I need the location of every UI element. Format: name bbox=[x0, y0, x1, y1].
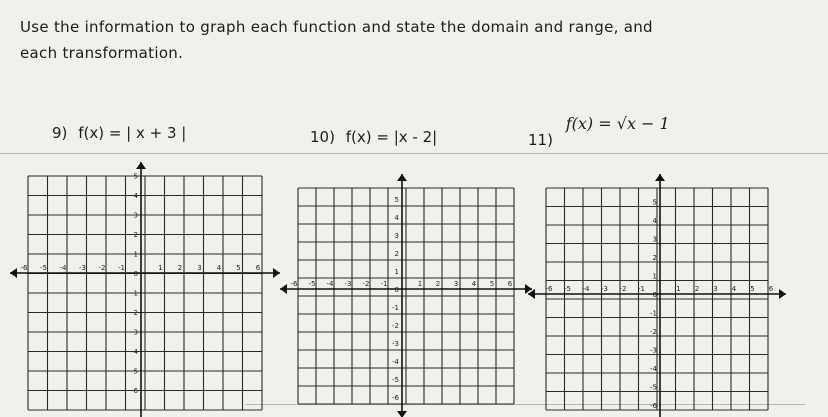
y-tick-label: -2 bbox=[650, 328, 657, 336]
y-tick-label: 4 bbox=[652, 217, 657, 225]
x-tick-label: 4 bbox=[216, 264, 222, 272]
x-tick-label: -3 bbox=[344, 280, 352, 288]
x-tick-label: -3 bbox=[79, 264, 86, 272]
y-tick-label: 3 bbox=[394, 232, 399, 240]
x-tick-label: -5 bbox=[308, 280, 316, 288]
x-tick-label: -4 bbox=[582, 285, 590, 293]
y-tick-label: -6 bbox=[131, 387, 138, 395]
y-tick-label: -4 bbox=[650, 365, 657, 373]
y-tick-label: 3 bbox=[133, 211, 138, 220]
y-tick-label: 4 bbox=[394, 214, 399, 222]
y-tick-label: -4 bbox=[392, 358, 399, 366]
y-tick-label: 1 bbox=[652, 272, 657, 281]
y-tick-label: 2 bbox=[652, 254, 657, 262]
y-tick-label: 0 bbox=[652, 291, 657, 299]
x-tick-label: 2 bbox=[177, 264, 183, 272]
y-tick-label: -3 bbox=[650, 346, 657, 355]
x-tick-label: -1 bbox=[638, 285, 645, 293]
y-tick-label: -6 bbox=[650, 402, 657, 410]
y-tick-label: 4 bbox=[133, 192, 138, 200]
x-tick-label: 6 bbox=[255, 264, 261, 272]
x-tick-label: 3 bbox=[453, 280, 459, 288]
x-tick-label: 4 bbox=[731, 285, 737, 293]
x-tick-label: -2 bbox=[619, 285, 627, 293]
problem-number: 9) bbox=[52, 124, 68, 142]
x-tick-label: -2 bbox=[362, 280, 370, 288]
x-tick-label: 4 bbox=[471, 280, 477, 288]
x-tick-label: -6 bbox=[290, 280, 298, 288]
x-tick-label: -1 bbox=[118, 264, 125, 272]
x-tick-label: 3 bbox=[197, 264, 202, 272]
x-tick-label: -1 bbox=[380, 280, 388, 288]
y-tick-label: 2 bbox=[394, 250, 399, 258]
x-tick-label: 2 bbox=[694, 285, 700, 293]
x-tick-label: -6 bbox=[20, 264, 28, 272]
y-tick-label: -3 bbox=[131, 328, 138, 337]
x-tick-label: -5 bbox=[564, 285, 571, 293]
x-axis-arrow-left bbox=[528, 289, 535, 299]
problem-number: 10) bbox=[310, 128, 335, 146]
y-tick-label: 0 bbox=[133, 270, 138, 278]
x-tick-label: 6 bbox=[507, 280, 513, 288]
x-tick-label: 5 bbox=[489, 280, 495, 288]
y-tick-label: 5 bbox=[133, 172, 138, 181]
x-tick-label: 2 bbox=[435, 280, 441, 288]
y-tick-label: 1 bbox=[394, 268, 399, 276]
instructions-line-1: Use the information to graph each function and state the domain and range, and bbox=[20, 18, 653, 36]
problem-function: f(x) = √x − 1 bbox=[565, 114, 670, 133]
x-axis-arrow-right bbox=[779, 289, 786, 299]
y-tick-label: -1 bbox=[392, 304, 399, 312]
x-tick-label: 1 bbox=[676, 285, 681, 293]
x-tick-label: -5 bbox=[40, 264, 47, 272]
y-tick-label: 5 bbox=[394, 196, 399, 204]
x-tick-label: -6 bbox=[545, 285, 553, 293]
y-tick-label: -5 bbox=[650, 383, 657, 392]
y-tick-label: 1 bbox=[133, 250, 138, 259]
y-tick-label: 5 bbox=[652, 198, 657, 207]
y-tick-label: -2 bbox=[131, 309, 138, 317]
instructions-line-2: each transformation. bbox=[20, 44, 184, 62]
y-tick-label: -1 bbox=[131, 289, 138, 298]
x-tick-label: 3 bbox=[713, 285, 718, 293]
x-tick-label: -4 bbox=[59, 264, 67, 272]
y-tick-label: -5 bbox=[392, 376, 399, 384]
y-tick-label: -3 bbox=[392, 340, 399, 348]
x-tick-label: 5 bbox=[236, 264, 241, 272]
x-tick-label: -3 bbox=[601, 285, 608, 293]
y-tick-label: -2 bbox=[392, 322, 399, 330]
y-tick-label: 3 bbox=[652, 235, 657, 244]
x-tick-label: 6 bbox=[768, 285, 774, 293]
y-tick-label: -6 bbox=[392, 394, 399, 402]
y-tick-label: 0 bbox=[394, 286, 399, 294]
x-tick-label: 1 bbox=[417, 280, 423, 288]
problem-function: f(x) = | x + 3 | bbox=[78, 124, 187, 142]
grid-lines bbox=[546, 188, 768, 410]
x-tick-label: 1 bbox=[158, 264, 163, 272]
x-tick-label: -2 bbox=[98, 264, 106, 272]
problem-function: f(x) = |x - 2| bbox=[345, 128, 438, 146]
x-tick-label: 5 bbox=[750, 285, 755, 293]
y-tick-label: 2 bbox=[133, 231, 138, 239]
x-tick-label: -4 bbox=[326, 280, 334, 288]
y-tick-label: -4 bbox=[131, 348, 138, 356]
y-axis-arrow-up bbox=[655, 174, 665, 181]
y-tick-label: -1 bbox=[650, 309, 657, 318]
y-tick-label: -5 bbox=[131, 367, 138, 376]
problem-number: 11) bbox=[528, 131, 553, 149]
